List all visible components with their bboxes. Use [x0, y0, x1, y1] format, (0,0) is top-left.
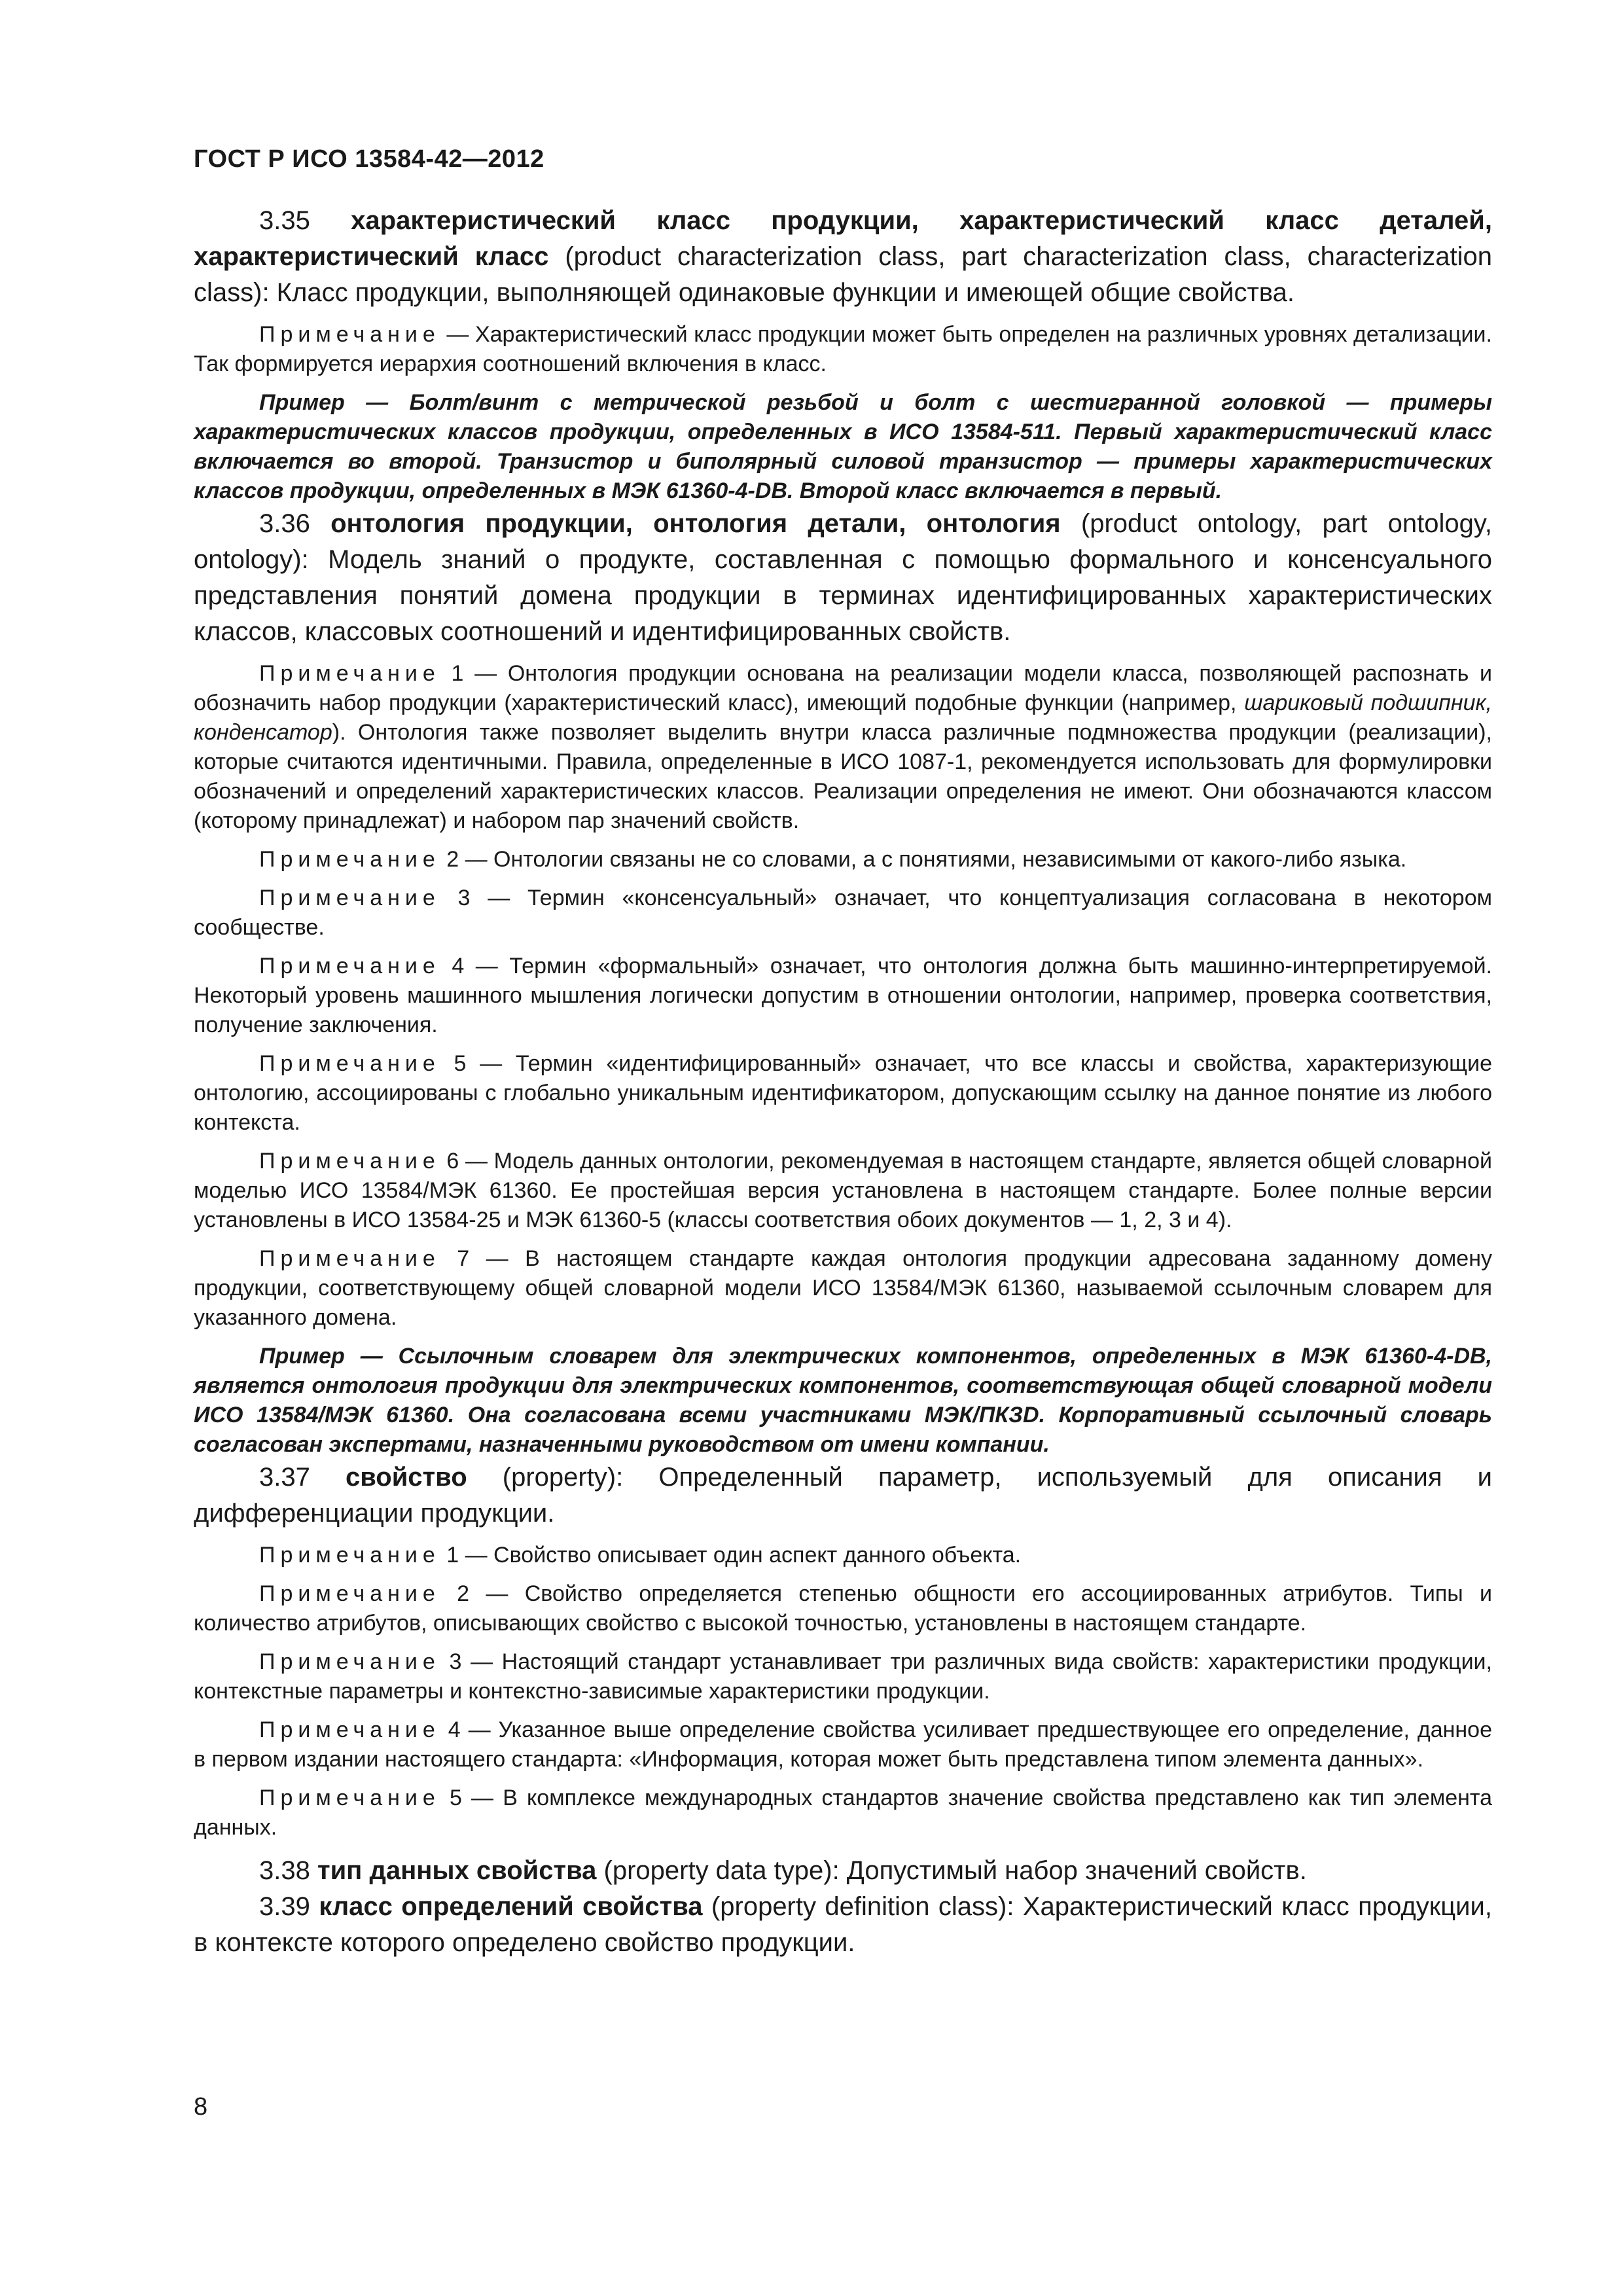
term-number: 3.36: [259, 509, 310, 538]
note-3-35: [194, 320, 1492, 379]
note-3-36-7: Примечание 7 — В настоящем стандарте каждая онтология продукции адресована заданному домену продукции, соответствующему общей словарной модели ИСО 13584/МЭК 61360, называемой ссылочным словарем для указанного домена.: [194, 1246, 1492, 1330]
note-3-37-1: Примечание 1 — Свойство описывает один аспект данного объекта.: [259, 1543, 1022, 1568]
term-title: класс определений свойства: [319, 1892, 703, 1921]
note-text: — Характеристический класс продукции может быть определен на различных уровнях детализации. Так формируется иерархия соотношений включения в класс.: [194, 322, 1492, 376]
term-3-37: [194, 1460, 1492, 1532]
note-label: Примечание: [259, 1785, 440, 1810]
document-body: [194, 203, 1492, 1961]
term-number: 3.37: [259, 1463, 310, 1492]
term-definition: (product ontology, part ontology, ontology): Модель знаний о продукте, составленная с помощью формального и консенсуального представления понятий домена продукции в терминах идентифицированных характеристических классов, классовых соотношений и идентифицированных свойств.: [194, 509, 1492, 646]
term-number: 3.35: [259, 206, 310, 235]
note-3-37-5: Примечание 5 — В комплексе международных стандартов значение свойства представлено как тип элемента данных.: [194, 1785, 1493, 1840]
note-label: Примечание: [259, 1717, 440, 1742]
term-definition: (product characterization class, part characterization class, characterization class): Класс продукции, выполняющей одинаковые функции и имеющей общие свойства.: [194, 242, 1492, 307]
example-3-36: Пример — Ссылочным словарем для электрических компонентов, определенных в МЭК 61360-4-DB, является онтология продукции для электрических компонентов, соответствующая общей словарной модели ИСО 13584/МЭК 61360. Она согласована всеми участниками МЭК/ПКЗD. Корпоративный ссылочный словарь согласован экспертами, назначенными руководством от имени компании.: [194, 1344, 1492, 1457]
note-3-36-5: Примечание 5 — Термин «идентифицированный» означает, что все классы и свойства, характеризующие онтологию, ассоциированы с глобально уникальным идентификатором, допускающим ссылку на данное понятие из любого контекста.: [194, 1051, 1492, 1135]
note-label: Примечание: [259, 954, 440, 978]
note-label: Примечание: [259, 322, 440, 347]
term-title: онтология продукции, онтология детали, онтология: [330, 509, 1061, 538]
note-label: Примечание: [259, 886, 440, 910]
note-label: Примечание: [259, 847, 440, 872]
note-label: Примечание: [259, 1246, 440, 1271]
note-3-36-3: Примечание 3 — Термин «консенсуальный» означает, что концептуализация согласована в некотором сообществе.: [194, 886, 1492, 940]
note-label: Примечание: [259, 1581, 440, 1606]
note-label: Примечание: [259, 1543, 440, 1568]
example-3-35: Пример — Болт/винт с метрической резьбой и болт с шестигранной головкой — примеры характеристических классов продукции, определенных в ИСО 13584-511. Первый характеристический класс включается во второй. Транзистор и биполярный силовой транзистор — примеры характеристических классов продукции, определенных в МЭК 61360-4-DB. Второй класс включается в первый.: [194, 390, 1492, 503]
note-3-36-1: Примечание 1 — Онтология продукции основана на реализации модели класса, позволяющей распознать и обозначить набор продукции (характеристический класс), имеющий подобные функции (например, шариковый подшипник, конденсатор). Онтология также позволяет выделить внутри класса различные подмножества продукции (реализации), которые считаются идентичными. Правила, определенные в ИСО 1087-1, рекомендуется использовать для формулировки обозначений и определений характеристических классов. Реализации определения не имеют. Они обозначаются классом (которому принадлежат) и набором пар значений свойств.: [194, 661, 1492, 833]
note-3-36-2: Примечание 2 — Онтологии связаны не со словами, а с понятиями, независимыми от какого-либо языка.: [259, 847, 1407, 872]
note-label: Примечание: [259, 1051, 440, 1076]
term-title: свойство: [345, 1463, 467, 1492]
note-3-36-6: Примечание 6 — Модель данных онтологии, рекомендуемая в настоящем стандарте, является общей словарной моделью ИСО 13584/МЭК 61360. Ее простейшая версия установлена в настоящем стандарте. Более полные версии установлены в ИСО 13584-25 и МЭК 61360-5 (классы соответствия обоих документов — 1, 2, 3 и 4).: [194, 1149, 1492, 1232]
page-number: 8: [194, 2093, 208, 2121]
term-definition: (property definition class): Характеристический класс продукции, в контексте которого определено свойство продукции.: [194, 1892, 1492, 1957]
term-definition: (property data type): Допустимый набор значений свойств.: [596, 1856, 1307, 1885]
note-label: Примечание: [259, 1149, 440, 1174]
note-3-37-2: Примечание 2 — Свойство определяется степенью общности его ассоциированных атрибутов. Типы и количество атрибутов, описывающих свойство с высокой точностью, установлены в настоящем стандарте.: [194, 1581, 1492, 1636]
term-3-38: [194, 1853, 1492, 1889]
term-number: 3.39: [259, 1892, 310, 1921]
term-3-36: [194, 506, 1492, 650]
term-3-35: [194, 203, 1492, 311]
term-number: 3.38: [259, 1856, 310, 1885]
note-3-37-4: Примечание 4 — Указанное выше определение свойства усиливает предшествующее его определение, данное в первом издании настоящего стандарта: «Информация, которая может быть представлена типом элемента данных».: [194, 1717, 1492, 1772]
term-3-39: [194, 1889, 1492, 1961]
term-title: тип данных свойства: [317, 1856, 597, 1885]
note-3-36-4: Примечание 4 — Термин «формальный» означает, что онтология должна быть машинно-интерпретируемой. Некоторый уровень машинного мышления логически допустим в отношении онтологии, например, проверка соответствия, получение заключения.: [194, 954, 1493, 1037]
term-definition: (property): Определенный параметр, используемый для описания и дифференциации продукции.: [194, 1463, 1492, 1528]
document-header: ГОСТ Р ИСО 13584-42—2012: [194, 145, 544, 173]
note-3-37-3: Примечание 3 — Настоящий стандарт устанавливает три различных вида свойств: характеристики продукции, контекстные параметры и контекстно-зависимые характеристики продукции.: [194, 1649, 1492, 1704]
note-label: Примечание: [259, 1649, 440, 1674]
note-label: Примечание: [259, 661, 440, 686]
term-title: характеристический класс продукции, характеристический класс деталей, характеристический класс: [194, 206, 1492, 271]
